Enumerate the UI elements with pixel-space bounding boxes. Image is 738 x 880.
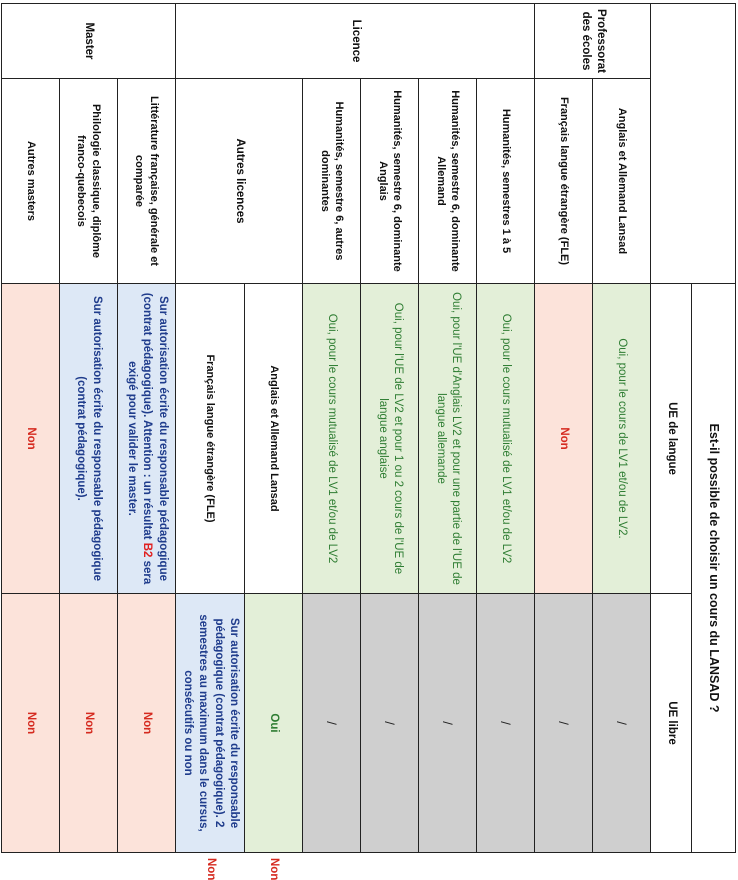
row-label: Humanités, semestres 1 à 5 [477, 79, 535, 284]
ue-langue-cell: Sur autorisation écrite du responsable pédagogique (contrat pédagogique). [60, 284, 118, 594]
table-row [535, 4, 593, 853]
ue-langue-cell: Non [2, 284, 60, 594]
table-row [419, 4, 477, 853]
ue-libre-cell: Non [118, 594, 176, 853]
ue-langue-cell: Oui, pour l'UE de LV2 et pour 1 ou 2 cours de l'UE de langue anglaise [361, 284, 419, 594]
ue-langue-cell: Oui, pour l'UE d'Anglais LV2 et pour une partie de l'UE de langue allemande [419, 284, 477, 594]
row-label: Humanités, semestre 6, autres dominantes [303, 79, 361, 284]
ue-libre-cell: / [361, 594, 419, 853]
table-row: Français langue étrangère (FLE) Sur autorisation écrite du responsable pédagogique (contrat pédagogique). 2 semestres au maximum dans le cursus, consécutifs ou non Non [176, 4, 245, 853]
ue-langue-cell: Non [535, 284, 593, 594]
ue-langue-header: UE de langue [651, 284, 692, 594]
ue-langue-cell: Oui, pour le cours mutualisé de LV1 et/ou de LV2 [477, 284, 535, 594]
ue-libre-header: UE libre [651, 594, 692, 853]
level-badge: B2 [141, 542, 154, 558]
table-row [477, 4, 535, 853]
table-row [60, 4, 118, 853]
table-row [593, 4, 651, 853]
header-corner [651, 4, 736, 284]
row-label: Philologie classique, diplôme franco-quebecois [60, 79, 118, 284]
condition-text-end: sera exigé pour valider le master. [125, 361, 154, 585]
ue-langue-cell [118, 284, 176, 594]
condition-text: Sur autorisation écrite du responsable pédagogique (contrat pédagogique). Attention : un résultat [141, 292, 169, 581]
row-label: Anglais et Allemand Lansad [245, 284, 303, 594]
row-label: Littérature française, générale et comparée [118, 79, 176, 284]
group-licence: Licence [176, 4, 535, 79]
row-label: Français langue étrangère (FLE) [176, 284, 245, 594]
ue-langue-cell: Oui, pour le cours mutualisé de LV1 et/ou de LV2 [303, 284, 361, 594]
ue-langue-cell: Sur autorisation écrite du responsable pédagogique (contrat pédagogique). 2 semestres au maximum dans le cursus, consécutifs ou non [176, 594, 245, 853]
ue-langue-cell: Oui, pour le cours de LV1 et/ou de LV2. [593, 284, 651, 594]
row-label: Français langue étrangère (FLE) [535, 79, 593, 284]
question-header: Est-il possible de choisir un cours du LANSAD ? [692, 284, 736, 853]
ue-libre-cell: / [477, 594, 535, 853]
table-row [303, 4, 361, 853]
row-label: Anglais et Allemand Lansad [593, 79, 651, 284]
ue-libre-cell: / [535, 594, 593, 853]
group-master: Master [2, 4, 176, 79]
ue-libre-cell: / [419, 594, 477, 853]
row-label: Autres masters [2, 79, 60, 284]
ue-libre-cell: / [593, 594, 651, 853]
ue-libre-cell: / [303, 594, 361, 853]
ue-langue-cell: Oui [245, 594, 303, 853]
group-professorat: Professorat des écoles [535, 4, 651, 79]
row-label: Humanités, semestre 6, dominante Anglais [361, 79, 419, 284]
header-row [692, 4, 736, 853]
row-label: Humanités, semestre 6, dominante Allemand [419, 79, 477, 284]
table-row: Autres licences Anglais et Allemand Lansad Oui Non [245, 4, 303, 853]
table-row [361, 4, 419, 853]
table-row [118, 4, 176, 853]
ue-libre-cell: Non [2, 594, 60, 853]
group-autres-licences: Autres licences [176, 79, 303, 284]
lansad-table [1, 3, 736, 880]
ue-libre-cell: Non [60, 594, 118, 853]
table-row [2, 4, 60, 853]
